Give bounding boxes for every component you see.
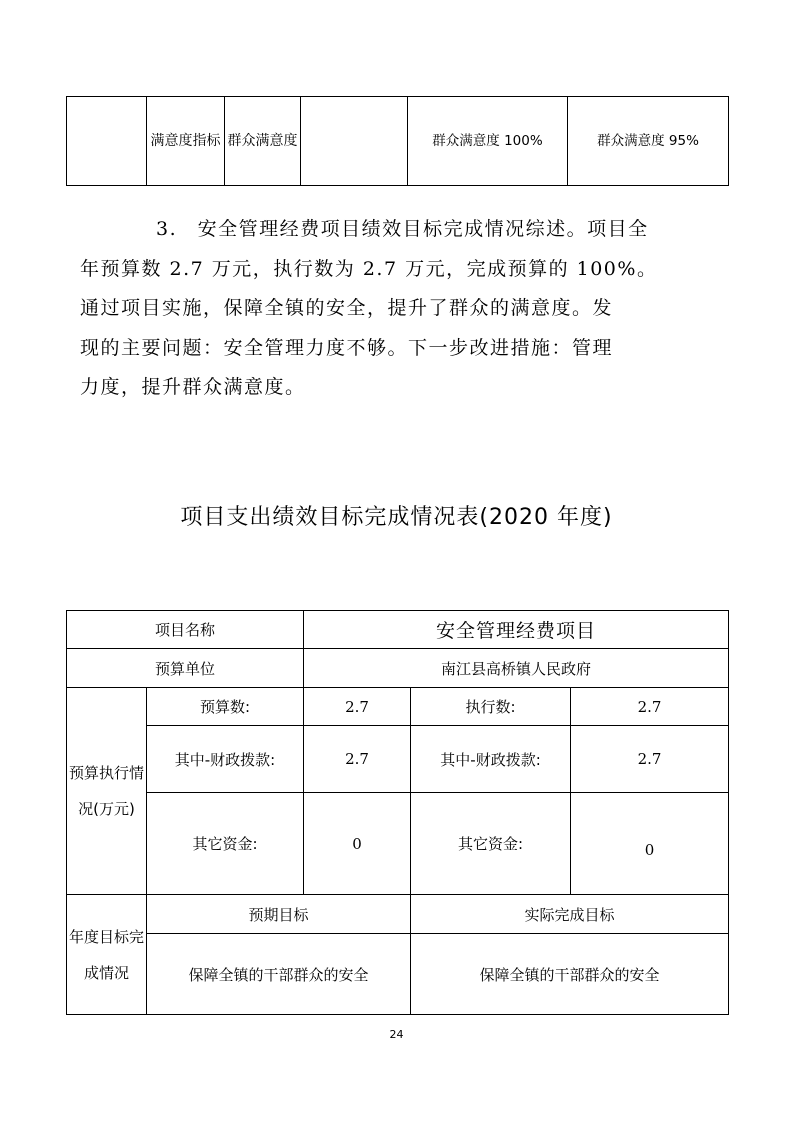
other-funds-label: 其它资金: <box>147 793 304 895</box>
expected-satisfaction-cell: 群众满意度 100% <box>408 97 568 186</box>
budget-unit-value: 南江县高桥镇人民政府 <box>304 649 729 688</box>
project-name-value: 安全管理经费项目 <box>304 611 729 649</box>
expected-goal-value: 保障全镇的干部群众的安全 <box>147 934 411 1015</box>
paragraph-line: 3. 安全管理经费项目绩效目标完成情况综述。项目全 <box>156 218 649 240</box>
other-funds-executed-value: 0 <box>571 793 729 895</box>
fiscal-allocation-executed-value: 2.7 <box>571 726 729 793</box>
table-row <box>67 97 729 186</box>
performance-table <box>66 610 729 1015</box>
fiscal-allocation-executed-label: 其中-财政拨款: <box>411 726 571 793</box>
project-name-label: 项目名称 <box>67 611 304 649</box>
table-row <box>67 793 729 895</box>
indicator-table-fragment <box>66 96 729 186</box>
table-row <box>67 611 729 649</box>
table-row <box>67 895 729 934</box>
table-row <box>67 688 729 726</box>
empty-cell <box>301 97 408 186</box>
table-row <box>67 934 729 1015</box>
paragraph-line: 年预算数 2.7 万元，执行数为 2.7 万元，完成预算的 100%。 <box>80 257 658 280</box>
indicator-category-cell: 满意度指标 <box>147 97 225 186</box>
expected-goal-header: 预期目标 <box>147 895 411 934</box>
fiscal-allocation-label: 其中-财政拨款: <box>147 726 304 793</box>
actual-goal-header: 实际完成目标 <box>411 895 729 934</box>
table-row <box>67 649 729 688</box>
actual-goal-value: 保障全镇的干部群众的安全 <box>411 934 729 1015</box>
budget-unit-label: 预算单位 <box>67 649 304 688</box>
executed-label: 执行数: <box>411 688 571 726</box>
paragraph-line: 现的主要问题：安全管理力度不够。下一步改进措施：管理 <box>80 336 614 359</box>
summary-paragraph <box>80 210 678 408</box>
budget-value: 2.7 <box>304 688 411 726</box>
other-funds-value: 0 <box>304 793 411 895</box>
budget-label: 预算数: <box>147 688 304 726</box>
executed-value: 2.7 <box>571 688 729 726</box>
table-heading: 项目支出绩效目标完成情况表(2020 年度) <box>180 505 613 530</box>
empty-cell <box>67 97 147 186</box>
fiscal-allocation-value: 2.7 <box>304 726 411 793</box>
paragraph-line: 力度，提升群众满意度。 <box>80 376 306 398</box>
indicator-name-cell: 群众满意度 <box>225 97 301 186</box>
table-row <box>67 726 729 793</box>
paragraph-line: 通过项目实施，保障全镇的安全，提升了群众的满意度。发 <box>80 297 614 319</box>
annual-goal-label: 年度目标完成情况 <box>67 895 147 1015</box>
actual-satisfaction-cell: 群众满意度 95% <box>568 97 729 186</box>
other-funds-executed-label: 其它资金: <box>411 793 571 895</box>
page-number: 24 <box>389 1028 404 1041</box>
budget-execution-label: 预算执行情况(万元) <box>67 688 147 895</box>
